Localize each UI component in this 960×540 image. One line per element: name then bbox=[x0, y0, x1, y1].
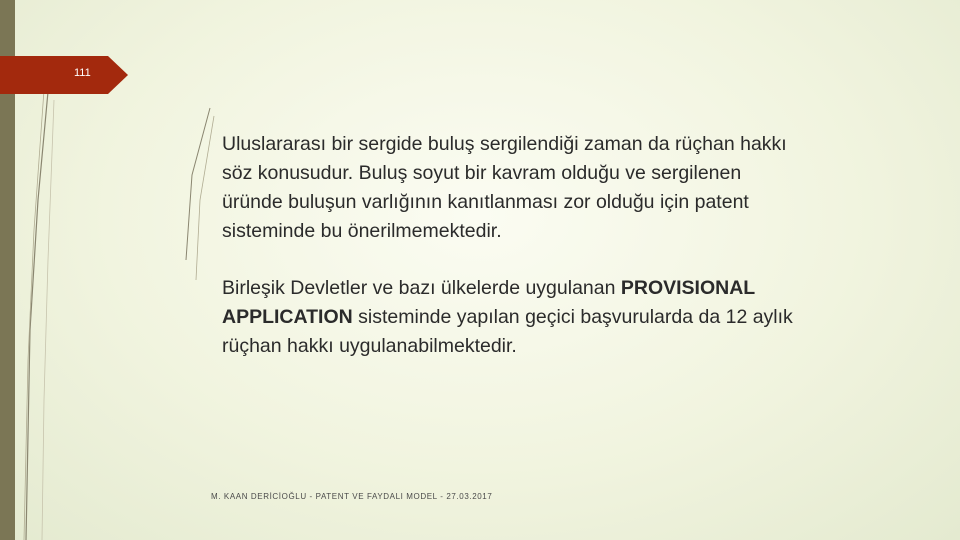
slide-body bbox=[222, 130, 802, 361]
paragraph-text-before: Birleşik Devletler ve bazı ülkelerde uygulanan bbox=[222, 277, 621, 299]
provisional-application-term: PROVISIONAL APPLICATION bbox=[222, 277, 755, 328]
page-number-tab bbox=[0, 56, 128, 94]
paragraph-text-after: sisteminde yapılan geçici başvurularda da 12 aylık rüçhan hakkı uygulanabilmektedir. bbox=[222, 306, 793, 357]
paragraph-provisional-application bbox=[222, 274, 802, 361]
page-number: 111 bbox=[74, 67, 91, 79]
paragraph-exhibition-priority: Uluslararası bir sergide buluş sergilendiği zaman da rüçhan hakkı söz konusudur. Buluş soyut bir kavram olduğu ve sergilenen üründe buluşun varlığının kanıtlanması zor olduğu için patent sisteminde bu önerilmemektedir. bbox=[222, 133, 787, 242]
slide-footer: M. KAAN DERİCİOĞLU - PATENT VE FAYDALI MODEL - 27.03.2017 bbox=[211, 492, 493, 501]
